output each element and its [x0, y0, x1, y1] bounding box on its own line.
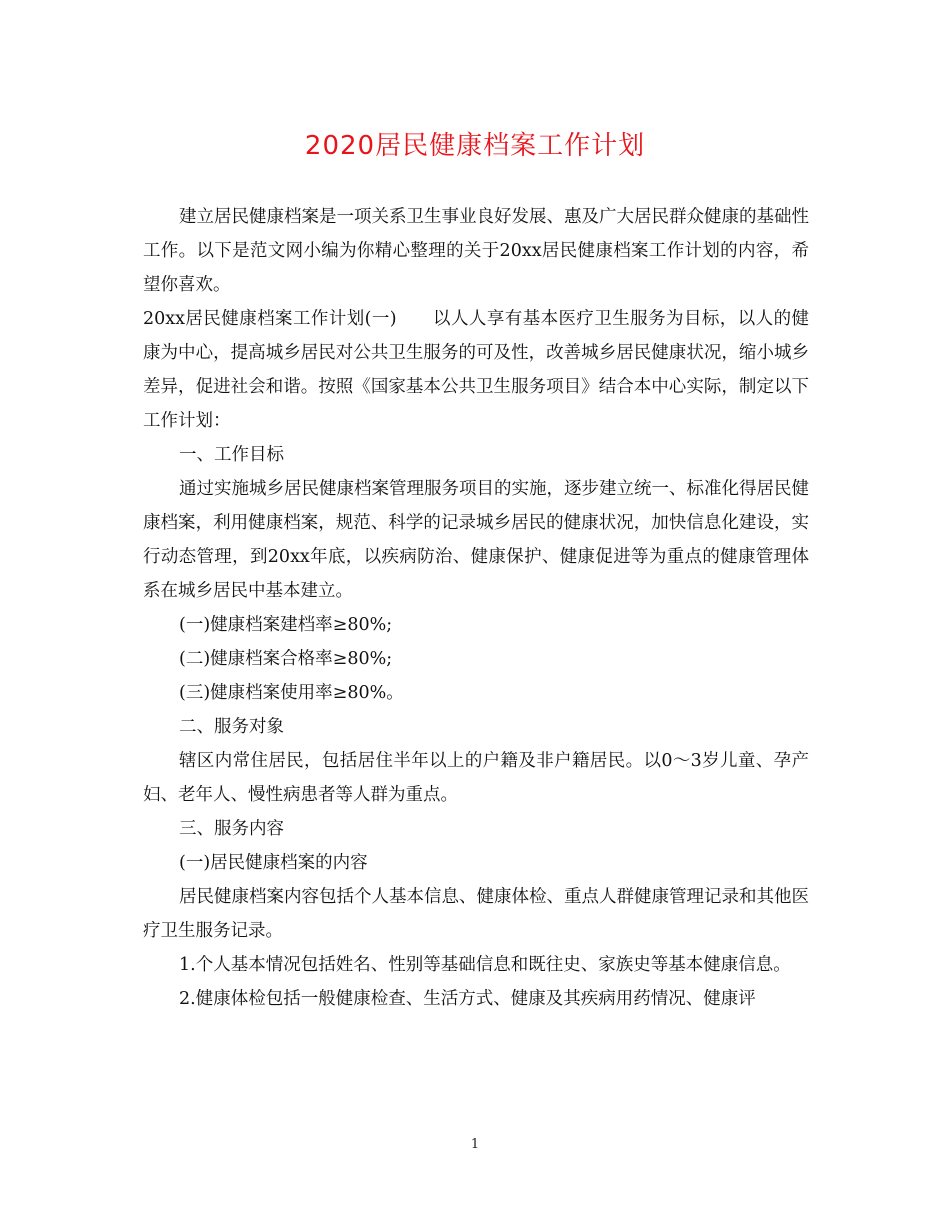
plan-paragraph — [143, 302, 809, 438]
section-heading-goals: 一、工作目标 — [179, 445, 284, 465]
record-content-paragraph: 居民健康档案内容包括个人基本信息、健康体检、重点人群健康管理记录和其他医疗卫生服务记录。 — [143, 887, 809, 941]
plan-intro-text: 以人人享有基本医疗卫生服务为目标，以人的健康为中心，提高城乡居民对公共卫生服务的可及性，改善城乡居民健康状况，缩小城乡差异，促进社会和谐。按照《国家基本公共卫生服务项目》结合本中心实际，制定以下工作计划： — [143, 309, 809, 431]
page-number: 1 — [470, 1137, 480, 1152]
section-heading-content: 三、服务内容 — [179, 819, 284, 839]
content-item-2: 2.健康体检包括一般健康检查、生活方式、健康及其疾病用药情况、健康评 — [179, 989, 756, 1009]
document-title: 2020居民健康档案工作计划 — [304, 131, 646, 161]
plan-heading: 20xx居民健康档案工作计划(一) — [143, 309, 397, 329]
intro-paragraph: 建立居民健康档案是一项关系卫生事业良好发展、惠及广大居民群众健康的基础性工作。以下是范文网小编为你精心整理的关于20xx居民健康档案工作计划的内容，希望你喜欢。 — [143, 207, 809, 295]
goal-item-1: (一)健康档案建档率≥80%; — [179, 615, 393, 635]
goal-item-3: (三)健康档案使用率≥80%。 — [179, 683, 404, 703]
document-body — [143, 200, 809, 1016]
content-item-1: 1.个人基本情况包括姓名、性别等基础信息和既往史、家族史等基本健康信息。 — [179, 955, 791, 975]
section-heading-targets: 二、服务对象 — [179, 717, 284, 737]
targets-paragraph: 辖区内常住居民，包括居住半年以上的户籍及非户籍居民。以0～3岁儿童、孕产妇、老年人、慢性病患者等人群为重点。 — [143, 751, 809, 805]
goals-paragraph: 通过实施城乡居民健康档案管理服务项目的实施，逐步建立统一、标准化得居民健康档案，利用健康档案，规范、科学的记录城乡居民的健康状况，加快信息化建设，实行动态管理，到20xx年底，以疾病防治、健康保护、健康促进等为重点的健康管理体系在城乡居民中基本建立。 — [143, 479, 809, 601]
goal-item-2: (二)健康档案合格率≥80%; — [179, 649, 393, 669]
subheading-record-content: (一)居民健康档案的内容 — [179, 853, 368, 873]
